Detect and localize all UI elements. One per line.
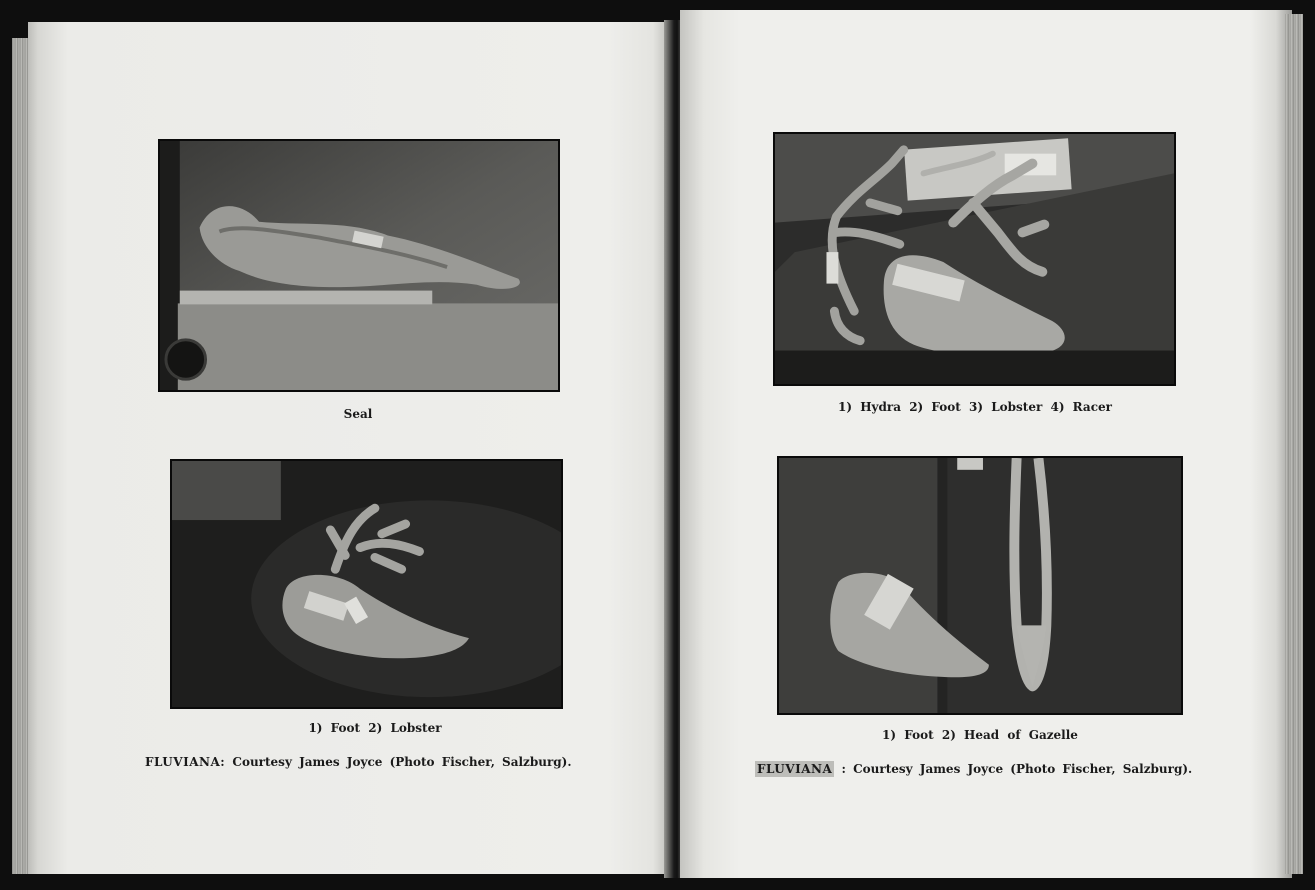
right-credit-lead: FLUVIANA (757, 762, 833, 776)
seal-photo (158, 139, 560, 392)
foot-lobster-photo (170, 459, 563, 709)
right-credit-text: Courtesy James Joyce (Photo Fischer, Salzburg). (853, 762, 1193, 776)
seal-caption: Seal (343, 407, 373, 421)
foot-gazelle-head-photo (777, 456, 1183, 715)
hydra-foot-lobster-racer-caption: 1) Hydra 2) Foot 3) Lobster 4) Racer (838, 400, 1112, 414)
foot-lobster-caption: 1) Foot 2) Lobster (308, 721, 442, 735)
foot-gazelle-head-caption: 1) Foot 2) Head of Gazelle (882, 728, 1078, 742)
right-credit-line (755, 762, 1192, 776)
hydra-foot-lobster-racer-photo (773, 132, 1176, 386)
right-credit-separator: : (841, 762, 846, 776)
right-page-edge (1285, 14, 1303, 874)
left-credit-lead: FLUVIANA: (145, 755, 226, 769)
left-credit-line (145, 755, 572, 769)
left-credit-text: Courtesy James Joyce (Photo Fischer, Salzburg). (232, 755, 572, 769)
